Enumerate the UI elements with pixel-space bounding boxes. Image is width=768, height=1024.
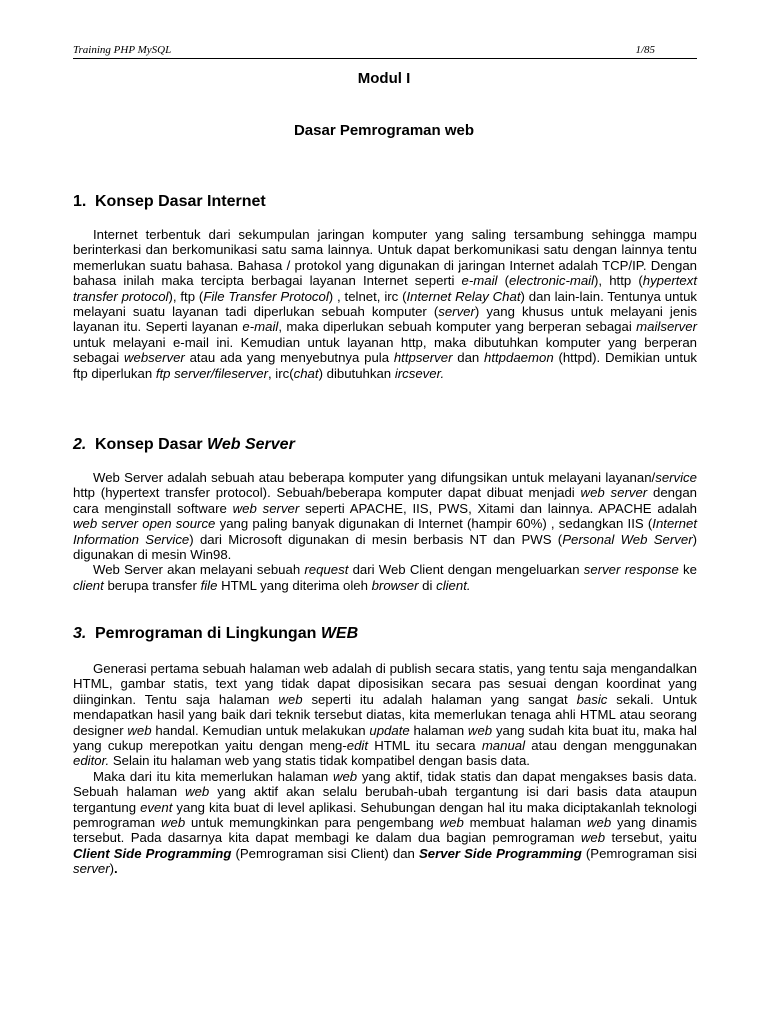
- section-1-body: [73, 227, 697, 381]
- page-header: [73, 44, 697, 59]
- page-number: 1/85: [635, 44, 655, 56]
- section-2-number: 2.: [73, 436, 87, 453]
- header-title: Training PHP MySQL: [73, 44, 172, 56]
- section-3-title: Pemrograman di Lingkungan WEB: [95, 625, 359, 642]
- module-subtitle: Dasar Pemrograman web: [293, 122, 475, 139]
- section-2-body: [73, 470, 697, 593]
- section-1-heading: [73, 193, 266, 211]
- paragraph: Web Server akan melayani sebuah request dari Web Client dengan mengeluarkan server response ke client berupa transfer file HTML yang diterima oleh browser di client.: [73, 562, 697, 593]
- section-2-title: Konsep Dasar Web Server: [95, 436, 295, 453]
- paragraph: Maka dari itu kita memerlukan halaman web yang aktif, tidak statis dan dapat mengakses basis data. Sebuah halaman web yang aktif akan selalu berubah-ubah tergantung isi dari basis data ataupun tergantung event yang kita buat di level aplikasi. Sehubungan dengan hal itu maka diciptakanlah teknologi pemrograman web untuk memungkinkan para pengembang web membuat halaman web yang dinamis tersebut. Pada dasarnya kita dapat membagi ke dalam dua bagian pemrograman web tersebut, yaitu Client Side Programming (Pemrograman sisi Client) dan Server Side Programming (Pemrograman sisi server).: [73, 768, 697, 877]
- module-title: Modul I: [357, 70, 411, 87]
- paragraph: Internet terbentuk dari sekumpulan jaringan komputer yang saling tersambung sehingga mampu berinterkasi dan berkomunikasi satu sama lainnya. Untuk dapat berkomunikasi satu dengan lainnya tentu memerlukan suatu bahasa. Bahasa / protokol yang digunakan di jaringan Internet adalah TCP/IP. Dengan bahasa inilah maka tercipta berbagai layanan Internet seperti e-mail (electronic-mail), http (hypertext transfer protocol), ftp (File Transfer Protocol) , telnet, irc (Internet Relay Chat) dan lain-lain. Tentunya untuk melayani suatu layanan tadi diperlukan sebuah komputer (server) yang khusus untuk melayani jenis layanan itu. Seperti layanan e-mail, maka diperlukan sebuah komputer yang berperan sebagai mailserver untuk melayani e-mail ini. Kemudian untuk layanan http, maka dibutuhkan komputer yang berperan sebagai webserver atau ada yang menyebutnya pula httpserver dan httpdaemon (httpd). Demikian untuk ftp diperlukan ftp server/fileserver, irc(chat) dibutuhkan ircsever.: [73, 227, 698, 381]
- section-3-heading: [73, 625, 358, 643]
- section-1-number: 1.: [73, 193, 87, 210]
- section-2-heading: [73, 436, 295, 454]
- section-3-number: 3.: [73, 625, 87, 642]
- section-3-body: [73, 661, 697, 877]
- paragraph: Generasi pertama sebuah halaman web adalah di publish secara statis, yang tentu saja mengandalkan HTML, gambar statis, text yang tidak dapat diposisikan secara pas sesuai dengan koordinat yang diinginkan. Tentu saja halaman web seperti itu adalah halaman yang sangat basic sekali. Untuk mendapatkan hasil yang baik dari teknik tersebut diatas, kita memerlukan tenaga ahli HTML atau seorang designer web handal. Kemudian untuk melakukan update halaman web yang sudah kita buat itu, maka hal yang cukup merepotkan yaitu dengan meng-edit HTML itu secara manual atau dengan menggunakan editor. Selain itu halaman web yang statis tidak kompatibel dengan basis data.: [73, 661, 697, 769]
- paragraph: Web Server adalah sebuah atau beberapa komputer yang difungsikan untuk melayani layanan/service http (hypertext transfer protocol). Sebuah/beberapa komputer dapat dibuat menjadi web server dengan cara menginstall software web server seperti APACHE, IIS, PWS, Xitami dan lainnya. APACHE adalah web server open source yang paling banyak digunakan di Internet (hampir 60%) , sedangkan IIS (Internet Information Service) dari Microsoft digunakan di mesin berbasis NT dan PWS (Personal Web Server) digunakan di mesin Win98.: [73, 470, 698, 563]
- section-1-title: Konsep Dasar Internet: [95, 193, 266, 210]
